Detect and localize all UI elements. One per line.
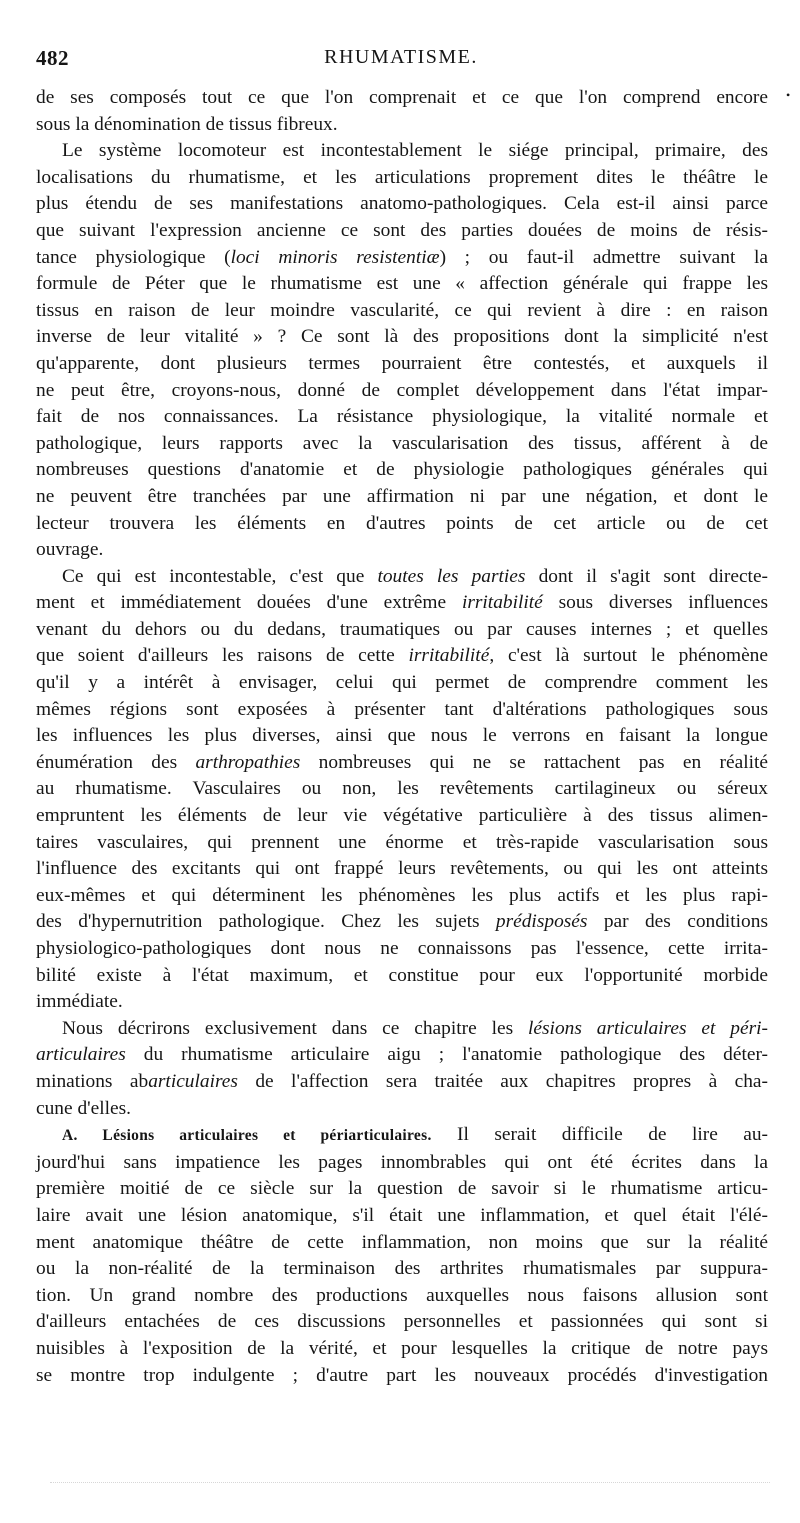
text-line: qu'il y a intérêt à envisager, celui qui permet de comprendre comment les	[36, 672, 768, 694]
italic-phrase: loci minoris resistentiæ	[230, 246, 440, 268]
text-line: première moitié de ce siècle sur la question de savoir si le rhumatisme articu-	[36, 1178, 768, 1200]
text-line: nuisibles à l'exposition de la vérité, et pour lesquelles la critique de notre pays	[36, 1337, 768, 1359]
text-line: A. Lésions articulaires et périarticulaires. Il serait difficile de lire au-	[62, 1124, 768, 1146]
text-line: ment et immédiatement douées d'une extrême irritabilité sous diverses influences	[36, 592, 768, 614]
text-line: ouvrage.	[36, 539, 104, 561]
text-line: les influences les plus diverses, ainsi que nous le verrons en faisant la longue	[36, 725, 768, 747]
text-line: que soient d'ailleurs les raisons de cette irritabilité, c'est là surtout le phénomène	[36, 645, 768, 667]
text-line: d'ailleurs entachées de ces discussions personnelles et passionnées qui sont si	[36, 1311, 768, 1333]
italic-phrase: prédisposés	[495, 911, 588, 933]
text-line: tion. Un grand nombre des productions auxquelles nous faisons allusion sont	[36, 1284, 768, 1306]
text-line: nombreuses questions d'anatomie et de physiologie pathologiques générales qui	[36, 459, 768, 481]
text-line: laire avait une lésion anatomique, s'il était une inflammation, et quel était l'élé-	[36, 1204, 768, 1226]
italic-phrase: toutes les parties	[377, 565, 526, 587]
text-line: Le système locomoteur est incontestablement le siége principal, primaire, des	[62, 140, 768, 162]
text-line: de ses composés tout ce que l'on comprenait et ce que l'on comprend encore	[36, 87, 768, 108]
text-line: empruntent les éléments de leur vie végétative particulière à des tissus alimen-	[36, 805, 768, 827]
running-header	[36, 46, 766, 78]
italic-phrase: lésions articulaires et péri-	[528, 1017, 768, 1039]
text-line: ne peuvent être tranchées par une affirmation ni par une négation, et dont le	[36, 485, 768, 507]
text-line: immédiate.	[36, 991, 123, 1013]
text-line: formule de Péter que le rhumatisme est une « affection générale qui frappe les	[36, 273, 768, 295]
running-title: RHUMATISME.	[324, 46, 478, 68]
text-line: tissus en raison de leur moindre vascularité, ce qui revient à dire : en raison	[36, 299, 768, 321]
text-line: tance physiologique (loci minoris resistentiæ) ; ou faut-il admettre suivant la	[36, 246, 769, 268]
text-line: qu'apparente, dont plusieurs termes pourraient être contestés, et auxquels il	[36, 352, 768, 374]
text-line: ne peut être, croyons-nous, donné de complet développement dans l'état impar-	[36, 379, 768, 401]
text-line: au rhumatisme. Vasculaires ou non, les revêtements cartilagineux ou séreux	[36, 778, 768, 800]
text-line: lecteur trouvera les éléments en d'autres points de cet article ou de cet	[36, 512, 768, 534]
page-number: 482	[36, 46, 69, 70]
text-line: ou la non-réalité de la terminaison des arthrites rhumatismales par suppura-	[36, 1258, 768, 1280]
text-line: venant du dehors ou du dedans, traumatiques ou par causes internes ; et quelles	[36, 618, 768, 640]
text-line: Nous décrirons exclusivement dans ce chapitre les lésions articulaires et péri-	[62, 1017, 768, 1039]
text-line: taires vasculaires, qui prennent une énorme et très-rapide vascularisation sous	[36, 831, 768, 853]
text-line: ment anatomique théâtre de cette inflammation, non moins que sur la réalité	[36, 1231, 768, 1253]
text-line: mêmes régions sont exposées à présenter tant d'altérations pathologiques sous	[36, 698, 768, 720]
body-text	[36, 85, 768, 1389]
italic-phrase: articulaires	[36, 1044, 126, 1066]
text-line: cune d'elles.	[36, 1097, 132, 1119]
text-line: articulaires du rhumatisme articulaire aigu ; l'anatomie pathologique des déter-	[36, 1044, 768, 1066]
text-line: sous la dénomination de tissus fibreux.	[36, 113, 338, 135]
text-line: pathologique, leurs rapports avec la vascularisation des tissus, afférent à de	[36, 432, 768, 454]
bottom-bleed-through	[50, 1482, 770, 1491]
text-line: des d'hypernutrition pathologique. Chez les sujets prédisposés par des conditions	[36, 911, 768, 933]
text-line: Ce qui est incontestable, c'est que toutes les parties dont il s'agit sont directe-	[62, 565, 769, 587]
text-line: eux-mêmes et qui déterminent les phénomènes les plus actifs et les plus rapi-	[36, 884, 768, 906]
text-line: l'influence des excitants qui ont frappé leurs revêtements, ou qui les ont atteints	[36, 858, 768, 880]
italic-phrase: irritabilité	[461, 592, 543, 614]
text-line: physiologico-pathologiques dont nous ne connaissons pas l'essence, cette irrita-	[36, 938, 768, 959]
text-line: minations abarticulaires de l'affection sera traitée aux chapitres propres à cha-	[36, 1070, 768, 1092]
text-line: jourd'hui sans impatience les pages innombrables qui ont été écrites dans la	[36, 1151, 768, 1173]
text-line: que suivant l'expression ancienne ce sont des parties douées de moins de résis-	[36, 219, 768, 241]
text-line: énumération des arthropathies nombreuses qui ne se rattachent pas en réalité	[36, 751, 768, 773]
text-line: inverse de leur vitalité » ? Ce sont là des propositions dont la simplicité n'est	[36, 326, 768, 348]
text-line: plus étendu de ses manifestations anatomo-pathologiques. Cela est-il ainsi parce	[36, 193, 768, 215]
italic-phrase: arthropathies	[195, 751, 301, 773]
text-line: bilité existe à l'état maximum, et constitue pour eux l'opportunité morbide	[36, 964, 768, 986]
italic-phrase: irritabilité	[408, 645, 490, 667]
section-heading: A. Lésions articulaires et périarticulaires.	[62, 1127, 432, 1145]
text-line: fait de nos connaissances. La résistance physiologique, la vitalité normale et	[36, 406, 768, 428]
text-line: se montre trop indulgente ; d'autre part les nouveaux procédés d'investigation	[36, 1364, 768, 1386]
text-line: localisations du rhumatisme, et les articulations proprement dites le théâtre le	[36, 166, 768, 188]
italic-phrase: articulaires	[148, 1070, 238, 1092]
margin-dot: •	[786, 88, 791, 102]
